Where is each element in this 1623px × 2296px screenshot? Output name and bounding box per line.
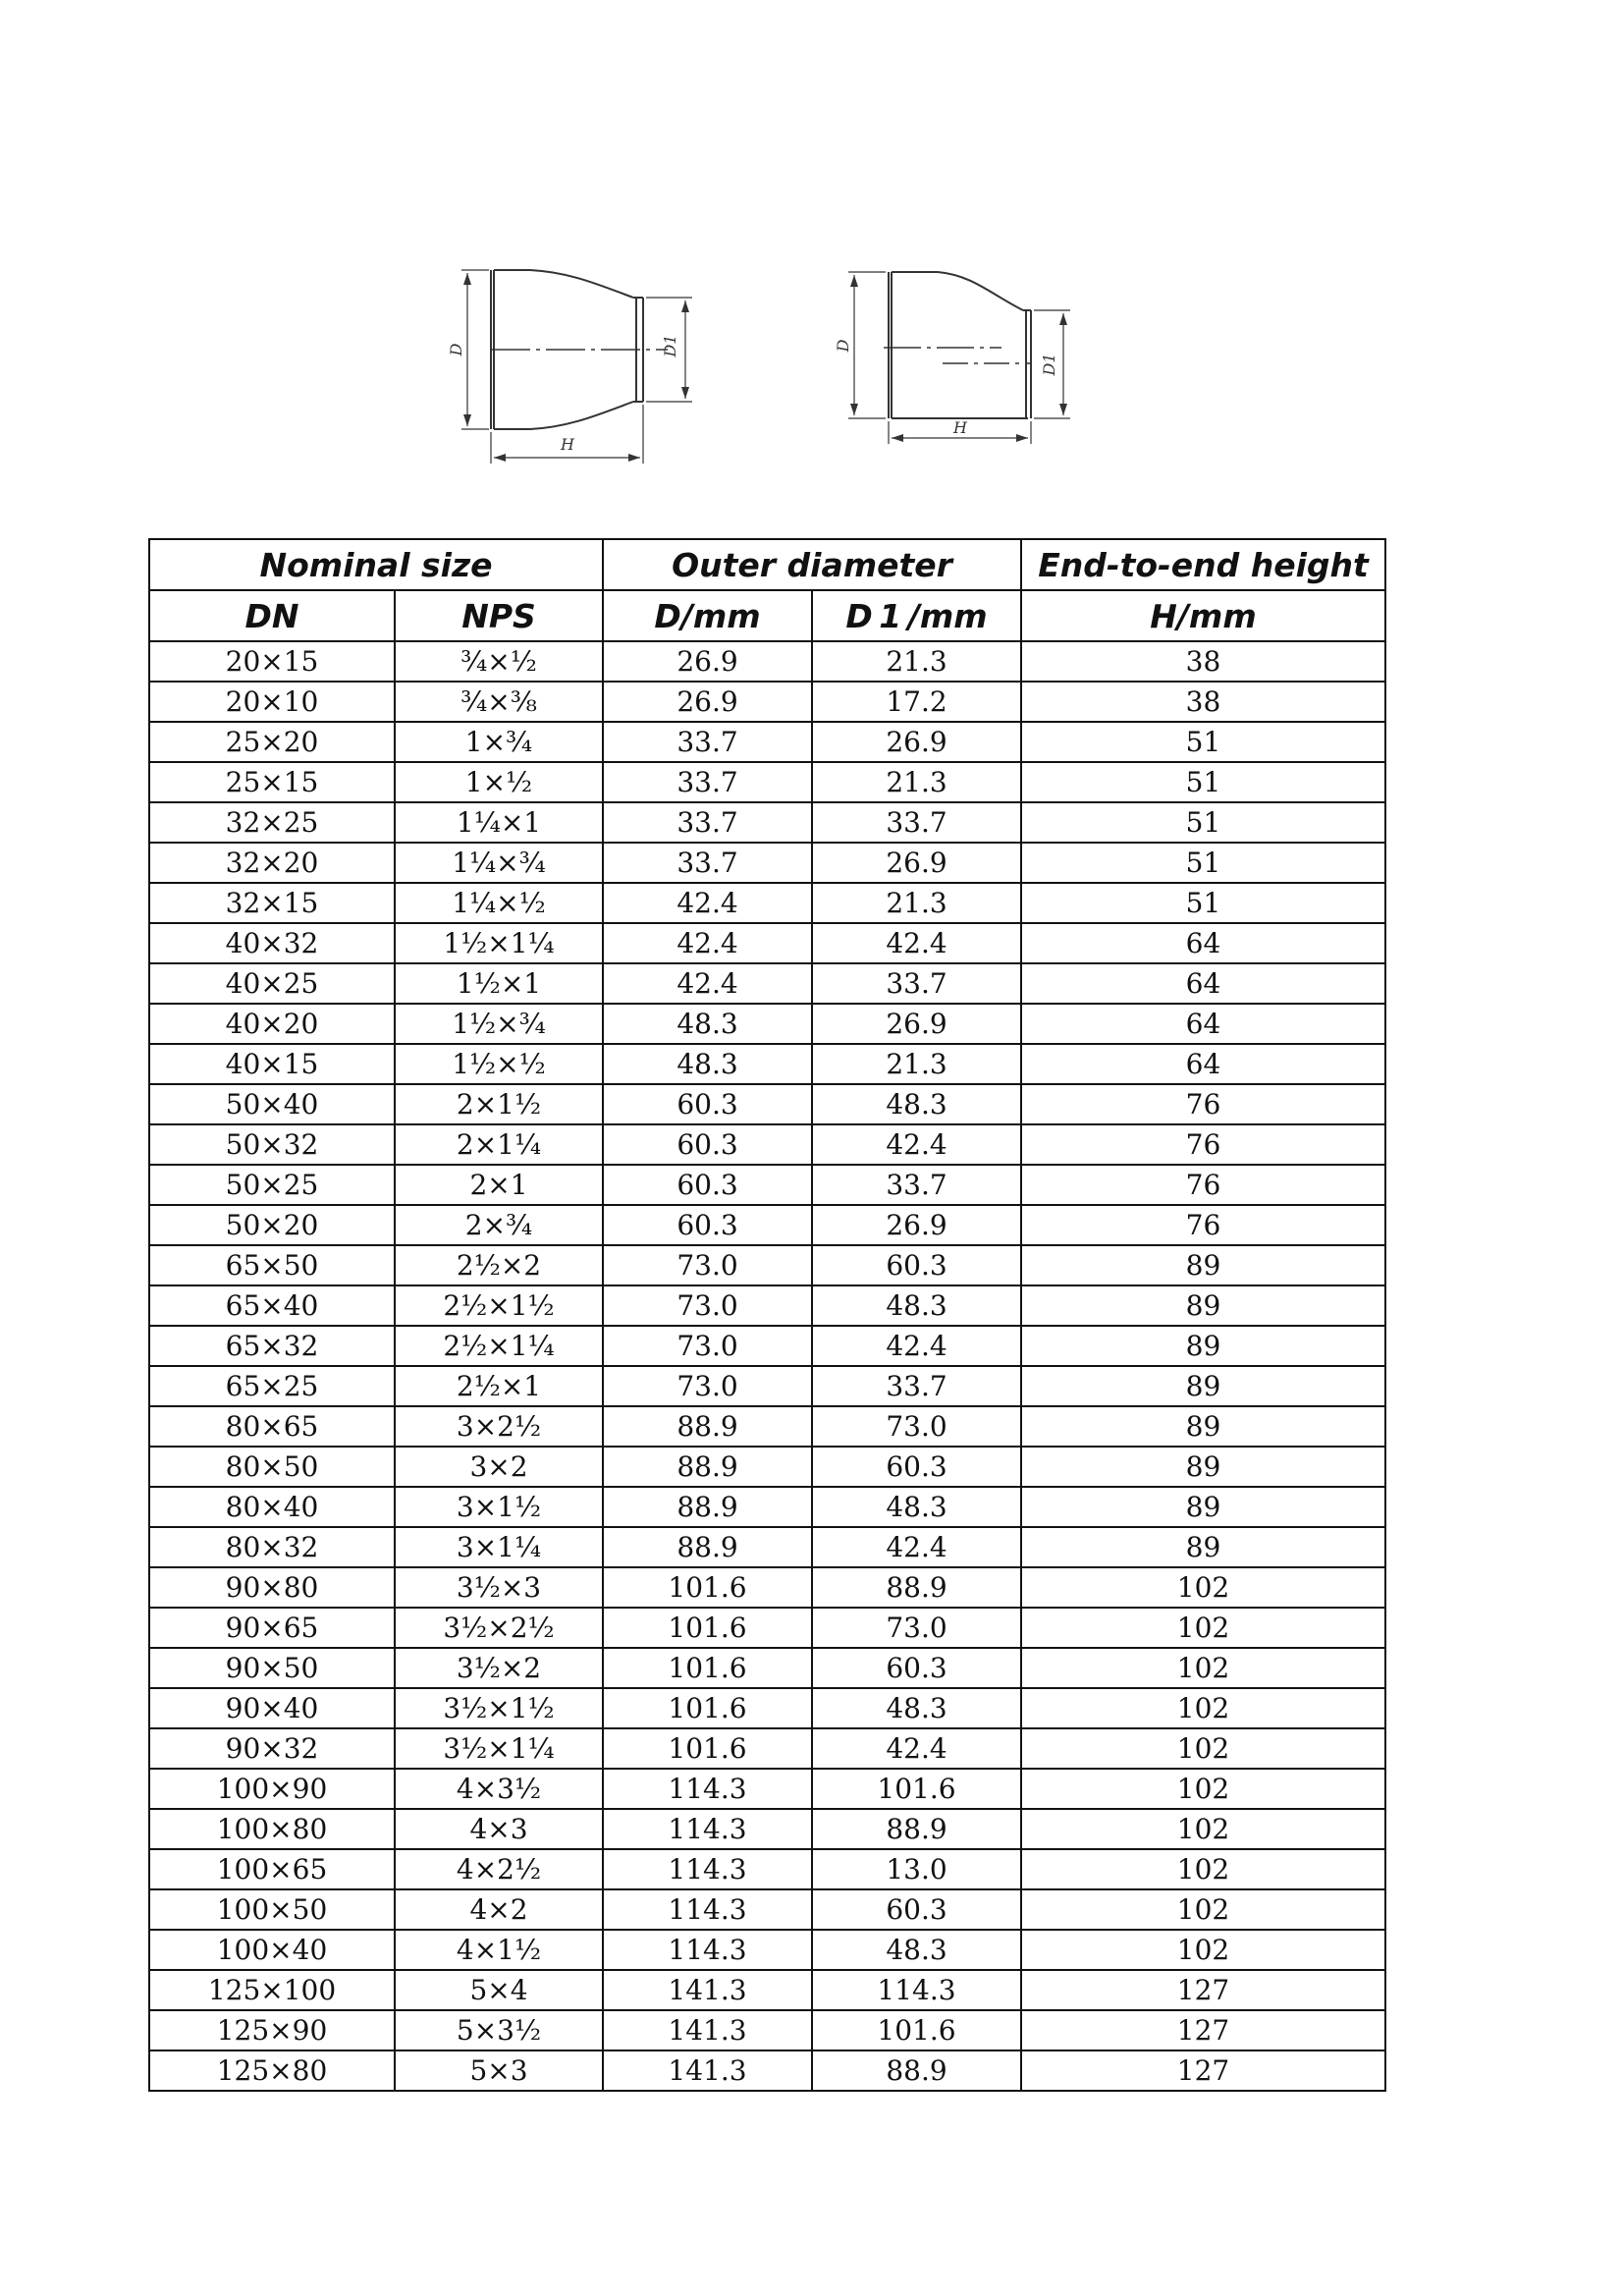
eccentric-label-d1: D1 <box>1040 353 1058 376</box>
cell-h: 51 <box>1021 843 1385 883</box>
cell-d: 114.3 <box>603 1769 812 1809</box>
cell-d1: 42.4 <box>812 1527 1021 1567</box>
cell-h: 64 <box>1021 1044 1385 1084</box>
cell-nps: 2½×1 <box>395 1366 603 1406</box>
cell-h: 76 <box>1021 1205 1385 1245</box>
cell-dn: 100×50 <box>149 1889 395 1930</box>
cell-dn: 90×50 <box>149 1648 395 1688</box>
table-row <box>149 1165 1385 1205</box>
cell-d: 60.3 <box>603 1084 812 1124</box>
table-row <box>149 1004 1385 1044</box>
cell-dn: 65×50 <box>149 1245 395 1285</box>
cell-d1: 42.4 <box>812 1124 1021 1165</box>
cell-h: 76 <box>1021 1165 1385 1205</box>
cell-h: 102 <box>1021 1648 1385 1688</box>
cell-dn: 20×15 <box>149 641 395 682</box>
cell-dn: 32×25 <box>149 802 395 843</box>
concentric-label-h: H <box>561 435 574 454</box>
cell-dn: 50×20 <box>149 1205 395 1245</box>
cell-d: 88.9 <box>603 1487 812 1527</box>
cell-d: 33.7 <box>603 802 812 843</box>
cell-d: 33.7 <box>603 843 812 883</box>
cell-nps: 1½×1 <box>395 963 603 1004</box>
table-row <box>149 1930 1385 1970</box>
cell-d: 73.0 <box>603 1366 812 1406</box>
cell-d: 88.9 <box>603 1447 812 1487</box>
cell-d: 141.3 <box>603 1970 812 2010</box>
cell-h: 89 <box>1021 1326 1385 1366</box>
cell-d: 88.9 <box>603 1406 812 1447</box>
cell-dn: 25×20 <box>149 722 395 762</box>
cell-nps: 1½×¾ <box>395 1004 603 1044</box>
cell-d: 101.6 <box>603 1688 812 1728</box>
table-row <box>149 963 1385 1004</box>
cell-d1: 73.0 <box>812 1608 1021 1648</box>
cell-d1: 33.7 <box>812 802 1021 843</box>
cell-nps: 4×2½ <box>395 1849 603 1889</box>
header-nominal-size: Nominal size <box>149 539 603 590</box>
cell-d: 60.3 <box>603 1124 812 1165</box>
column-d1: D 1 /mm <box>812 590 1021 641</box>
cell-d: 42.4 <box>603 963 812 1004</box>
cell-nps: 2½×2 <box>395 1245 603 1285</box>
cell-h: 38 <box>1021 641 1385 682</box>
column-h: H/mm <box>1021 590 1385 641</box>
cell-dn: 80×40 <box>149 1487 395 1527</box>
cell-dn: 50×40 <box>149 1084 395 1124</box>
table-row <box>149 2050 1385 2091</box>
cell-dn: 50×32 <box>149 1124 395 1165</box>
cell-d1: 48.3 <box>812 1285 1021 1326</box>
cell-d: 114.3 <box>603 1889 812 1930</box>
cell-h: 127 <box>1021 1970 1385 2010</box>
cell-h: 64 <box>1021 1004 1385 1044</box>
cell-d1: 21.3 <box>812 641 1021 682</box>
cell-nps: 3×1½ <box>395 1487 603 1527</box>
concentric-label-d: D <box>447 343 465 356</box>
cell-h: 102 <box>1021 1608 1385 1648</box>
cell-d: 73.0 <box>603 1285 812 1326</box>
cell-nps: 3½×2 <box>395 1648 603 1688</box>
table-body <box>149 641 1385 2091</box>
table-row <box>149 762 1385 802</box>
cell-nps: 5×3½ <box>395 2010 603 2050</box>
cell-nps: 2×1½ <box>395 1084 603 1124</box>
cell-d1: 60.3 <box>812 1447 1021 1487</box>
cell-h: 89 <box>1021 1285 1385 1326</box>
header-outer-diameter: Outer diameter <box>603 539 1021 590</box>
cell-nps: 2×1 <box>395 1165 603 1205</box>
cell-d1: 26.9 <box>812 843 1021 883</box>
table-row <box>149 1447 1385 1487</box>
table-row <box>149 722 1385 762</box>
cell-nps: 1½×½ <box>395 1044 603 1084</box>
cell-h: 102 <box>1021 1769 1385 1809</box>
cell-dn: 50×25 <box>149 1165 395 1205</box>
cell-nps: 5×3 <box>395 2050 603 2091</box>
cell-d: 48.3 <box>603 1004 812 1044</box>
eccentric-label-h: H <box>953 418 967 437</box>
column-dn: DN <box>149 590 395 641</box>
cell-d: 101.6 <box>603 1608 812 1648</box>
concentric-label-d1: D1 <box>661 334 679 357</box>
table-row <box>149 1769 1385 1809</box>
cell-nps: 1¼×¾ <box>395 843 603 883</box>
table-row <box>149 2010 1385 2050</box>
cell-h: 102 <box>1021 1567 1385 1608</box>
cell-nps: 2½×1¼ <box>395 1326 603 1366</box>
cell-nps: 1¼×½ <box>395 883 603 923</box>
cell-dn: 40×15 <box>149 1044 395 1084</box>
cell-d: 88.9 <box>603 1527 812 1567</box>
cell-dn: 32×20 <box>149 843 395 883</box>
cell-d1: 33.7 <box>812 1366 1021 1406</box>
table-row <box>149 1285 1385 1326</box>
cell-dn: 100×80 <box>149 1809 395 1849</box>
cell-nps: 4×1½ <box>395 1930 603 1970</box>
cell-nps: 3×2½ <box>395 1406 603 1447</box>
cell-dn: 80×32 <box>149 1527 395 1567</box>
cell-h: 102 <box>1021 1930 1385 1970</box>
cell-d1: 21.3 <box>812 1044 1021 1084</box>
table-row <box>149 1245 1385 1285</box>
cell-d: 33.7 <box>603 722 812 762</box>
column-nps: NPS <box>395 590 603 641</box>
cell-d1: 42.4 <box>812 923 1021 963</box>
cell-h: 64 <box>1021 963 1385 1004</box>
cell-d1: 48.3 <box>812 1084 1021 1124</box>
header-group-row <box>149 539 1385 590</box>
table-row <box>149 641 1385 682</box>
cell-d1: 88.9 <box>812 1809 1021 1849</box>
table-row <box>149 1326 1385 1366</box>
header-column-row <box>149 590 1385 641</box>
cell-dn: 125×80 <box>149 2050 395 2091</box>
cell-h: 89 <box>1021 1487 1385 1527</box>
table-row <box>149 843 1385 883</box>
cell-d1: 33.7 <box>812 963 1021 1004</box>
cell-dn: 40×20 <box>149 1004 395 1044</box>
cell-nps: ¾×½ <box>395 641 603 682</box>
cell-dn: 90×80 <box>149 1567 395 1608</box>
cell-dn: 65×40 <box>149 1285 395 1326</box>
cell-h: 51 <box>1021 802 1385 843</box>
cell-d: 101.6 <box>603 1728 812 1769</box>
cell-h: 89 <box>1021 1366 1385 1406</box>
cell-dn: 90×65 <box>149 1608 395 1648</box>
cell-d1: 60.3 <box>812 1889 1021 1930</box>
cell-nps: 3½×2½ <box>395 1608 603 1648</box>
cell-d1: 26.9 <box>812 1004 1021 1044</box>
table-row <box>149 1366 1385 1406</box>
cell-h: 51 <box>1021 883 1385 923</box>
cell-h: 127 <box>1021 2050 1385 2091</box>
cell-dn: 100×40 <box>149 1930 395 1970</box>
cell-d1: 13.0 <box>812 1849 1021 1889</box>
cell-nps: 3½×1¼ <box>395 1728 603 1769</box>
cell-nps: 2×1¼ <box>395 1124 603 1165</box>
cell-d: 114.3 <box>603 1849 812 1889</box>
table-row <box>149 1889 1385 1930</box>
cell-nps: 3×2 <box>395 1447 603 1487</box>
cell-d1: 101.6 <box>812 1769 1021 1809</box>
table-row <box>149 682 1385 722</box>
table-row <box>149 1527 1385 1567</box>
cell-dn: 32×15 <box>149 883 395 923</box>
cell-h: 102 <box>1021 1728 1385 1769</box>
table-row <box>149 1688 1385 1728</box>
cell-d1: 48.3 <box>812 1688 1021 1728</box>
cell-nps: 1¼×1 <box>395 802 603 843</box>
cell-h: 51 <box>1021 762 1385 802</box>
cell-h: 89 <box>1021 1406 1385 1447</box>
cell-dn: 125×90 <box>149 2010 395 2050</box>
cell-d: 73.0 <box>603 1245 812 1285</box>
cell-dn: 40×32 <box>149 923 395 963</box>
cell-nps: 4×3½ <box>395 1769 603 1809</box>
cell-d1: 88.9 <box>812 1567 1021 1608</box>
table-row <box>149 1728 1385 1769</box>
cell-dn: 65×32 <box>149 1326 395 1366</box>
cell-dn: 90×40 <box>149 1688 395 1728</box>
cell-d1: 88.9 <box>812 2050 1021 2091</box>
cell-d1: 60.3 <box>812 1648 1021 1688</box>
cell-d: 101.6 <box>603 1567 812 1608</box>
cell-d1: 42.4 <box>812 1326 1021 1366</box>
reducer-drawings <box>0 0 1623 511</box>
cell-d: 42.4 <box>603 923 812 963</box>
cell-d1: 33.7 <box>812 1165 1021 1205</box>
cell-dn: 40×25 <box>149 963 395 1004</box>
cell-nps: ¾×⅜ <box>395 682 603 722</box>
cell-h: 127 <box>1021 2010 1385 2050</box>
table-row <box>149 1849 1385 1889</box>
cell-nps: 4×3 <box>395 1809 603 1849</box>
cell-d1: 26.9 <box>812 722 1021 762</box>
cell-h: 76 <box>1021 1084 1385 1124</box>
cell-dn: 100×65 <box>149 1849 395 1889</box>
eccentric-label-d: D <box>834 339 852 353</box>
reducer-dimensions-table <box>148 538 1386 2092</box>
column-d: D/mm <box>603 590 812 641</box>
table-row <box>149 1567 1385 1608</box>
cell-h: 76 <box>1021 1124 1385 1165</box>
cell-d: 26.9 <box>603 682 812 722</box>
cell-d1: 48.3 <box>812 1930 1021 1970</box>
cell-d1: 48.3 <box>812 1487 1021 1527</box>
cell-d: 114.3 <box>603 1809 812 1849</box>
cell-nps: 1×¾ <box>395 722 603 762</box>
cell-nps: 3½×1½ <box>395 1688 603 1728</box>
cell-nps: 2½×1½ <box>395 1285 603 1326</box>
cell-h: 89 <box>1021 1527 1385 1567</box>
concentric-reducer-drawing <box>461 270 692 464</box>
cell-h: 64 <box>1021 923 1385 963</box>
cell-d: 60.3 <box>603 1205 812 1245</box>
cell-nps: 4×2 <box>395 1889 603 1930</box>
cell-nps: 3½×3 <box>395 1567 603 1608</box>
cell-h: 102 <box>1021 1809 1385 1849</box>
cell-nps: 1½×1¼ <box>395 923 603 963</box>
table-row <box>149 1487 1385 1527</box>
table-row <box>149 1205 1385 1245</box>
cell-d1: 114.3 <box>812 1970 1021 2010</box>
table-row <box>149 1970 1385 2010</box>
cell-dn: 100×90 <box>149 1769 395 1809</box>
header-end-to-end-height: End-to-end height <box>1021 539 1385 590</box>
cell-h: 102 <box>1021 1889 1385 1930</box>
cell-d: 73.0 <box>603 1326 812 1366</box>
table-row <box>149 1084 1385 1124</box>
cell-d: 141.3 <box>603 2010 812 2050</box>
cell-d1: 21.3 <box>812 883 1021 923</box>
cell-h: 89 <box>1021 1447 1385 1487</box>
cell-h: 51 <box>1021 722 1385 762</box>
table-row <box>149 1648 1385 1688</box>
table-row <box>149 1608 1385 1648</box>
cell-d: 26.9 <box>603 641 812 682</box>
cell-d1: 73.0 <box>812 1406 1021 1447</box>
cell-d1: 26.9 <box>812 1205 1021 1245</box>
table-row <box>149 1406 1385 1447</box>
cell-dn: 65×25 <box>149 1366 395 1406</box>
cell-d: 141.3 <box>603 2050 812 2091</box>
cell-h: 102 <box>1021 1688 1385 1728</box>
cell-dn: 80×50 <box>149 1447 395 1487</box>
table-row <box>149 802 1385 843</box>
cell-h: 102 <box>1021 1849 1385 1889</box>
cell-d: 48.3 <box>603 1044 812 1084</box>
cell-h: 38 <box>1021 682 1385 722</box>
cell-dn: 80×65 <box>149 1406 395 1447</box>
table-row <box>149 923 1385 963</box>
cell-d: 60.3 <box>603 1165 812 1205</box>
table-row <box>149 1044 1385 1084</box>
cell-nps: 1×½ <box>395 762 603 802</box>
table-row <box>149 883 1385 923</box>
cell-nps: 3×1¼ <box>395 1527 603 1567</box>
cell-dn: 20×10 <box>149 682 395 722</box>
cell-d: 114.3 <box>603 1930 812 1970</box>
cell-d: 101.6 <box>603 1648 812 1688</box>
cell-nps: 2×¾ <box>395 1205 603 1245</box>
cell-dn: 25×15 <box>149 762 395 802</box>
cell-d: 42.4 <box>603 883 812 923</box>
cell-d1: 17.2 <box>812 682 1021 722</box>
cell-d1: 60.3 <box>812 1245 1021 1285</box>
cell-dn: 125×100 <box>149 1970 395 2010</box>
cell-dn: 90×32 <box>149 1728 395 1769</box>
table-row <box>149 1124 1385 1165</box>
cell-nps: 5×4 <box>395 1970 603 2010</box>
cell-d: 33.7 <box>603 762 812 802</box>
cell-d1: 101.6 <box>812 2010 1021 2050</box>
table-row <box>149 1809 1385 1849</box>
cell-d1: 21.3 <box>812 762 1021 802</box>
cell-d1: 42.4 <box>812 1728 1021 1769</box>
cell-h: 89 <box>1021 1245 1385 1285</box>
